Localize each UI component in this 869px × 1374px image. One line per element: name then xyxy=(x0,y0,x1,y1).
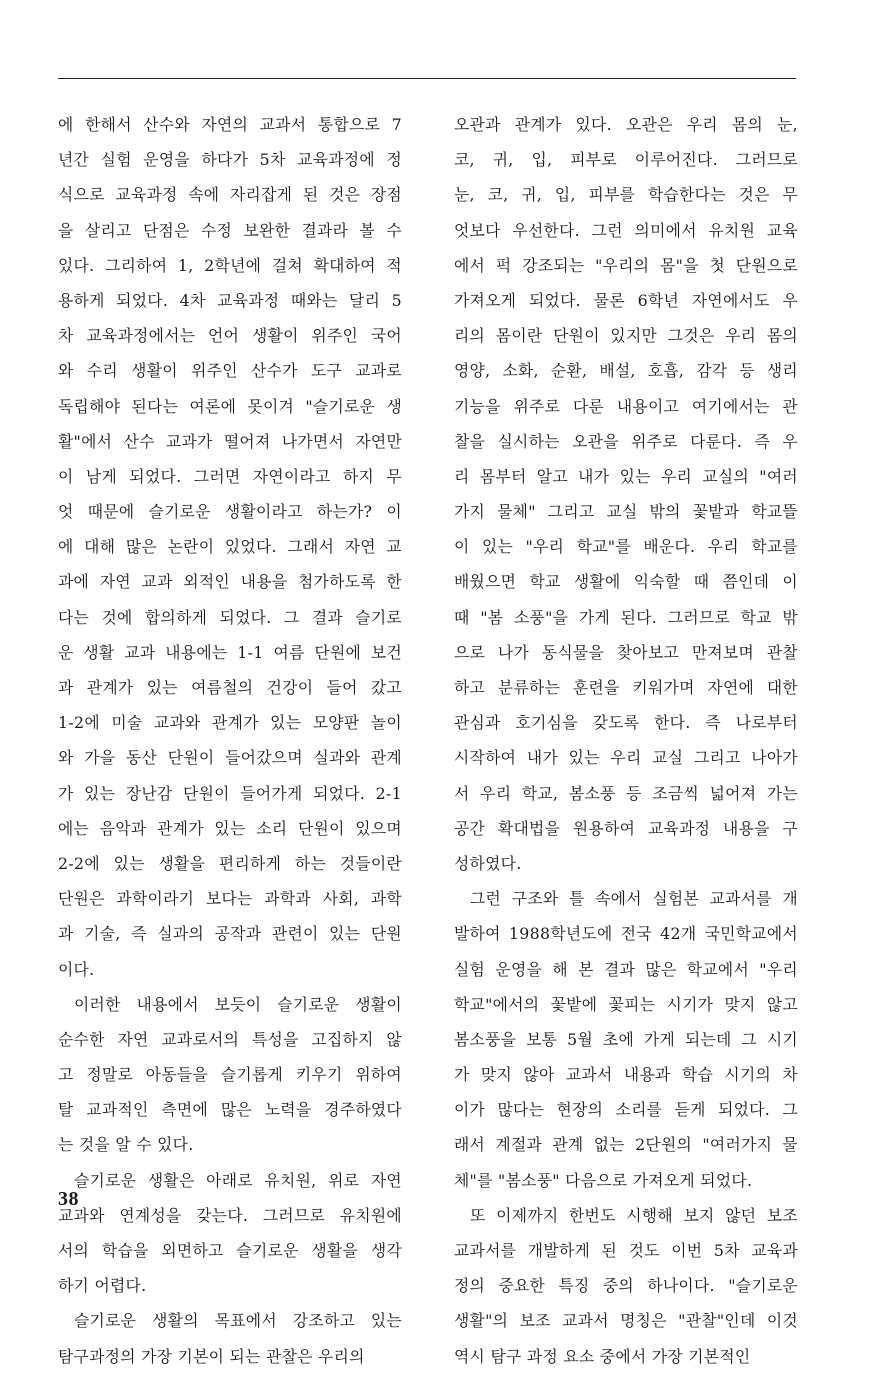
text-line: 가 있는 장난감 단원이 들어가게 되었다. 2-1 xyxy=(58,783,402,803)
text-line: 와 가을 동산 단원이 들어갔으며 실과와 관계 xyxy=(58,748,402,768)
text-line: 에는 음악과 관계가 있는 소리 단원이 있으며 xyxy=(58,818,402,838)
text-line: 다는 것에 합의하게 되었다. 그 결과 슬기로 xyxy=(58,607,402,627)
header-rule xyxy=(58,78,796,79)
text-line: 탐구과정의 가장 기본이 되는 관찰은 우리의 xyxy=(58,1346,365,1366)
text-line: 가 맞지 않아 교과서 내용과 학습 시기의 차 xyxy=(454,1065,798,1085)
paragraph xyxy=(58,107,402,987)
paragraph xyxy=(454,1198,798,1374)
text-line: 과 기술, 즉 실과의 공작과 관련이 있는 단원 xyxy=(58,924,402,944)
text-line: 슬기로운 생활은 아래로 유치원, 위로 자연 xyxy=(74,1170,402,1190)
text-line: 는 것을 알 수 있다. xyxy=(58,1135,194,1155)
text-line: 에 한해서 산수와 자연의 교과서 통합으로 7 xyxy=(58,115,402,134)
text-line: 엇보다 우선한다. 그런 의미에서 유치원 교육 xyxy=(454,220,798,240)
text-line: 이다. xyxy=(58,959,95,979)
text-line: 체"를 "봄소풍" 다음으로 가져오게 되었다. xyxy=(454,1170,753,1190)
text-line: 2-2에 있는 생활을 편리하게 하는 것들이란 xyxy=(58,853,402,873)
text-line: 가지 물체" 그리고 교실 밖의 꽃밭과 학교뜰 xyxy=(454,502,798,522)
text-line: 역시 탐구 과정 요소 중에서 가장 기본적인 xyxy=(454,1346,751,1366)
text-line: 봄소풍을 보통 5월 초에 가게 되는데 그 시기 xyxy=(454,1029,798,1049)
text-line: 서의 학습을 외면하고 슬기로운 생활을 생각 xyxy=(58,1241,402,1260)
text-line: 용하게 되었다. 4차 교육과정 때와는 달리 5 xyxy=(58,290,402,310)
paragraph xyxy=(58,1163,402,1304)
text-line: 찰을 실시하는 오관을 위주로 다룬다. 즉 우 xyxy=(454,431,798,451)
text-line: 고 정말로 아동들을 슬기롭게 키우기 위하여 xyxy=(58,1065,402,1085)
text-line: 그런 구조와 틀 속에서 실험본 교과서를 개 xyxy=(470,889,798,909)
text-line: 하고 분류하는 훈련을 키워가며 자연에 대한 xyxy=(454,678,798,697)
text-line: 학교"에서의 꽃밭에 꽃피는 시기가 맞지 않고 xyxy=(454,994,798,1014)
text-line: 교과와 연계성을 갖는다. 그러므로 유치원에 xyxy=(58,1205,402,1225)
text-line: 에서 퍽 강조되는 "우리의 몸"을 첫 단원으로 xyxy=(454,255,798,275)
text-line: 차 교육과정에서는 언어 생활이 위주인 국어 xyxy=(58,326,402,346)
text-line: 정의 중요한 특징 중의 하나이다. "슬기로운 xyxy=(454,1276,798,1296)
text-line: 리의 몸이란 단원이 있지만 그것은 우리 몸의 xyxy=(454,326,798,346)
text-line: 으로 나가 동식물을 찾아보고 만져보며 관찰 xyxy=(454,642,798,662)
text-line: 실험 운영을 해 본 결과 많은 학교에서 "우리 xyxy=(454,959,798,979)
text-line: 과 관계가 있는 여름철의 건강이 들어 갔고 xyxy=(58,678,402,697)
text-line: 순수한 자연 교과로서의 특성을 고집하지 않 xyxy=(58,1029,402,1049)
text-line: 탈 교과적인 측면에 많은 노력을 경주하였다 xyxy=(58,1100,402,1120)
paragraph xyxy=(454,107,798,881)
text-line: 활"에서 산수 교과가 떨어져 나가면서 자연만 xyxy=(58,431,402,451)
text-line: 관심과 호기심을 갖도록 한다. 즉 나로부터 xyxy=(454,713,798,733)
text-line: 과에 자연 교과 외적인 내용을 첨가하도록 한 xyxy=(58,572,402,592)
text-line: 가져오게 되었다. 물론 6학년 자연에서도 우 xyxy=(454,290,798,310)
text-line: 생활"의 보조 교과서 명칭은 "관찰"인데 이것 xyxy=(454,1311,798,1331)
text-line: 단원은 과학이라기 보다는 과학과 사회, 과학 xyxy=(58,889,402,909)
text-line: 배웠으면 학교 생활에 익숙할 때 쯤인데 이 xyxy=(454,572,798,592)
paragraph xyxy=(58,1303,402,1373)
text-line: 성하였다. xyxy=(454,853,522,873)
text-line: 눈, 코, 귀, 입, 피부를 학습한다는 것은 무 xyxy=(454,185,798,205)
left-column xyxy=(58,107,402,1374)
text-line: 공간 확대법을 원용하여 교육과정 내용을 구 xyxy=(454,818,798,838)
text-line: 있다. 그리하여 1, 2학년에 걸쳐 확대하여 적 xyxy=(58,255,402,275)
text-line: 래서 계절과 관계 없는 2단원의 "여러가지 물 xyxy=(454,1135,798,1155)
text-line: 이러한 내용에서 보듯이 슬기로운 생활이 xyxy=(74,994,402,1014)
text-line: 독립해야 된다는 여론에 못이겨 "슬기로운 생 xyxy=(58,396,402,416)
text-line: 기능을 위주로 다룬 내용이고 여기에서는 관 xyxy=(454,396,798,416)
text-line: 또 이제까지 한번도 시행해 보지 않던 보조 xyxy=(470,1205,798,1225)
text-line: 을 살리고 단점은 수정 보완한 결과라 볼 수 xyxy=(58,220,402,240)
text-line: 이 있는 "우리 학교"를 배운다. 우리 학교를 xyxy=(454,537,798,557)
text-line: 운 생활 교과 내용에는 1-1 여름 단원에 보건 xyxy=(58,642,402,662)
text-line: 이가 많다는 현장의 소리를 듣게 되었다. 그 xyxy=(454,1100,798,1120)
text-line: 1-2에 미술 교과와 관계가 있는 모양판 놀이 xyxy=(58,713,402,733)
text-line: 년간 실험 운영을 하다가 5차 교육과정에 정 xyxy=(58,150,402,170)
text-line: 리 몸부터 알고 내가 있는 우리 교실의 "여러 xyxy=(454,466,798,486)
text-line: 에 대해 많은 논란이 있었다. 그래서 자연 교 xyxy=(58,537,402,557)
text-line: 하기 어렵다. xyxy=(58,1276,147,1296)
text-line: 식으로 교육과정 속에 자리잡게 된 것은 장점 xyxy=(58,185,402,205)
text-line: 이 남게 되었다. 그러면 자연이라고 하지 무 xyxy=(58,466,402,486)
text-line: 와 수리 생활이 위주인 산수가 도구 교과로 xyxy=(58,361,402,381)
text-line: 코, 귀, 입, 피부로 이루어진다. 그러므로 xyxy=(454,150,798,170)
text-line: 서 우리 학교, 봄소풍 등 조금씩 넓어져 가는 xyxy=(454,783,798,803)
paragraph xyxy=(58,987,402,1163)
right-column xyxy=(454,107,798,1374)
text-line: 오관과 관계가 있다. 오관은 우리 몸의 눈, xyxy=(454,115,798,134)
text-line: 엇 때문에 슬기로운 생활이라고 하는가? 이 xyxy=(58,502,402,522)
text-line: 슬기로운 생활의 목표에서 강조하고 있는 xyxy=(74,1311,402,1331)
text-line: 영양, 소화, 순환, 배설, 호흡, 감각 등 생리 xyxy=(454,361,798,381)
paragraph xyxy=(454,881,798,1198)
text-line: 때 "봄 소풍"을 가게 된다. 그러므로 학교 밖 xyxy=(454,607,798,627)
text-line: 교과서를 개발하게 된 것도 이번 5차 교육과 xyxy=(454,1241,798,1260)
text-line: 시작하여 내가 있는 우리 교실 그리고 나아가 xyxy=(454,748,798,768)
text-line: 발하여 1988학년도에 전국 42개 국민학교에서 xyxy=(454,924,798,944)
page-number: 38 xyxy=(58,1188,79,1210)
